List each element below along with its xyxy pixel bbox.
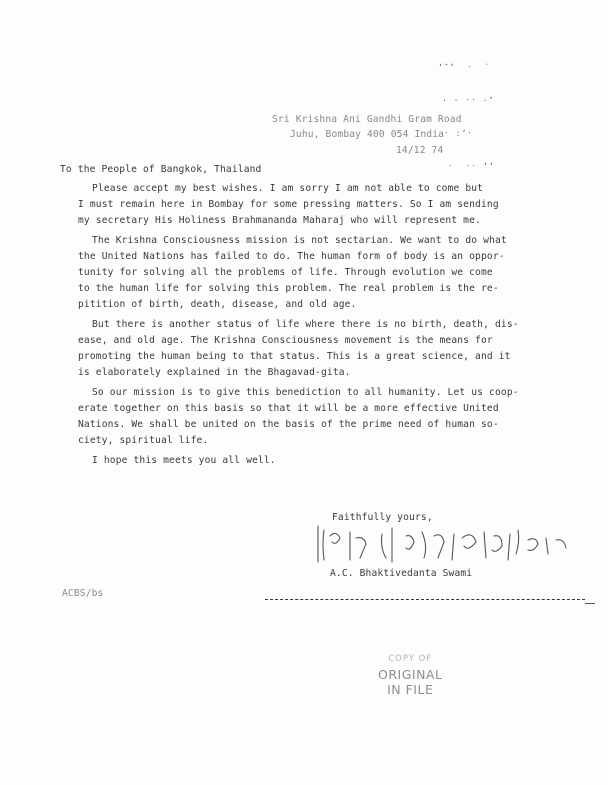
stamp-line-in-file: IN FILE: [387, 682, 434, 697]
original-in-file-stamp: [378, 652, 442, 697]
body-line: my secretary His Holiness Brahmananda Maharaj who will represent me.: [78, 215, 481, 226]
corner-mark-line: ʻ˘ʼ ˑ ˊ: [438, 63, 491, 72]
address-line-2: Juhu, Bombay 400 054 India: [290, 129, 445, 140]
closing: Faithfully yours,: [332, 512, 433, 523]
body-line: ease, and old age. The Krishna Consciousness movement is the means for: [78, 335, 493, 346]
corner-mark-line: · · ˑˑ ·ʼ: [442, 96, 495, 105]
body-line: I must remain here in Bombay for some pressing matters. So I am sending: [78, 199, 499, 210]
body-line: Please accept my best wishes. I am sorry I am not able to come but: [92, 183, 484, 194]
divider-rule: [265, 599, 585, 600]
body-line: The Krishna Consciousness mission is not sectarian. We want to do what: [92, 235, 507, 246]
handwritten-signature: [306, 522, 576, 570]
body-line: promoting the human being to that status. This is a great science, and it: [78, 351, 511, 362]
body-line: erate together on this basis so that it will be a more effective United: [78, 403, 499, 414]
salutation: To the People of Bangkok, Thailand: [60, 164, 262, 175]
corner-mark-line: ˑ ˑˑ ʼʼ: [448, 162, 495, 171]
body-line: the United Nations has failed to do. The human form of body is an oppor-: [78, 251, 505, 262]
body-line: So our mission is to give this benediction to all humanity. Let us coop-: [92, 387, 519, 398]
address-line-1: Sri Krishna Ani Gandhi Gram Road: [272, 114, 462, 125]
body-line: pitition of birth, death, disease, and old age.: [78, 299, 357, 310]
body-line: Nations. We shall be united on the basis of the prime need of human so-: [78, 419, 499, 430]
stamp-top-line: COPY OF: [388, 654, 433, 664]
stamp-line-original: ORIGINAL: [378, 667, 443, 682]
reference-initials: ACBS/bs: [62, 588, 104, 599]
signatory-name: A.C. Bhaktivedanta Swami: [330, 568, 473, 579]
letter-date: 14/12 74: [396, 145, 444, 156]
body-line: But there is another status of life where there is no birth, death, dis-: [92, 319, 519, 330]
corner-mark-line: ˑ ːʼˑ: [444, 129, 474, 138]
body-line: I hope this meets you all well.: [92, 455, 276, 466]
body-line: to the human life for solving this problem. The real problem is the re-: [78, 283, 499, 294]
body-line: tunity for solving all the problems of life. Through evolution we come: [78, 267, 493, 278]
body-line: is elaborately explained in the Bhagavad-gita.: [78, 367, 351, 378]
body-line: ciety, spiritual life.: [78, 435, 209, 446]
divider-rule-tail: [585, 603, 595, 604]
